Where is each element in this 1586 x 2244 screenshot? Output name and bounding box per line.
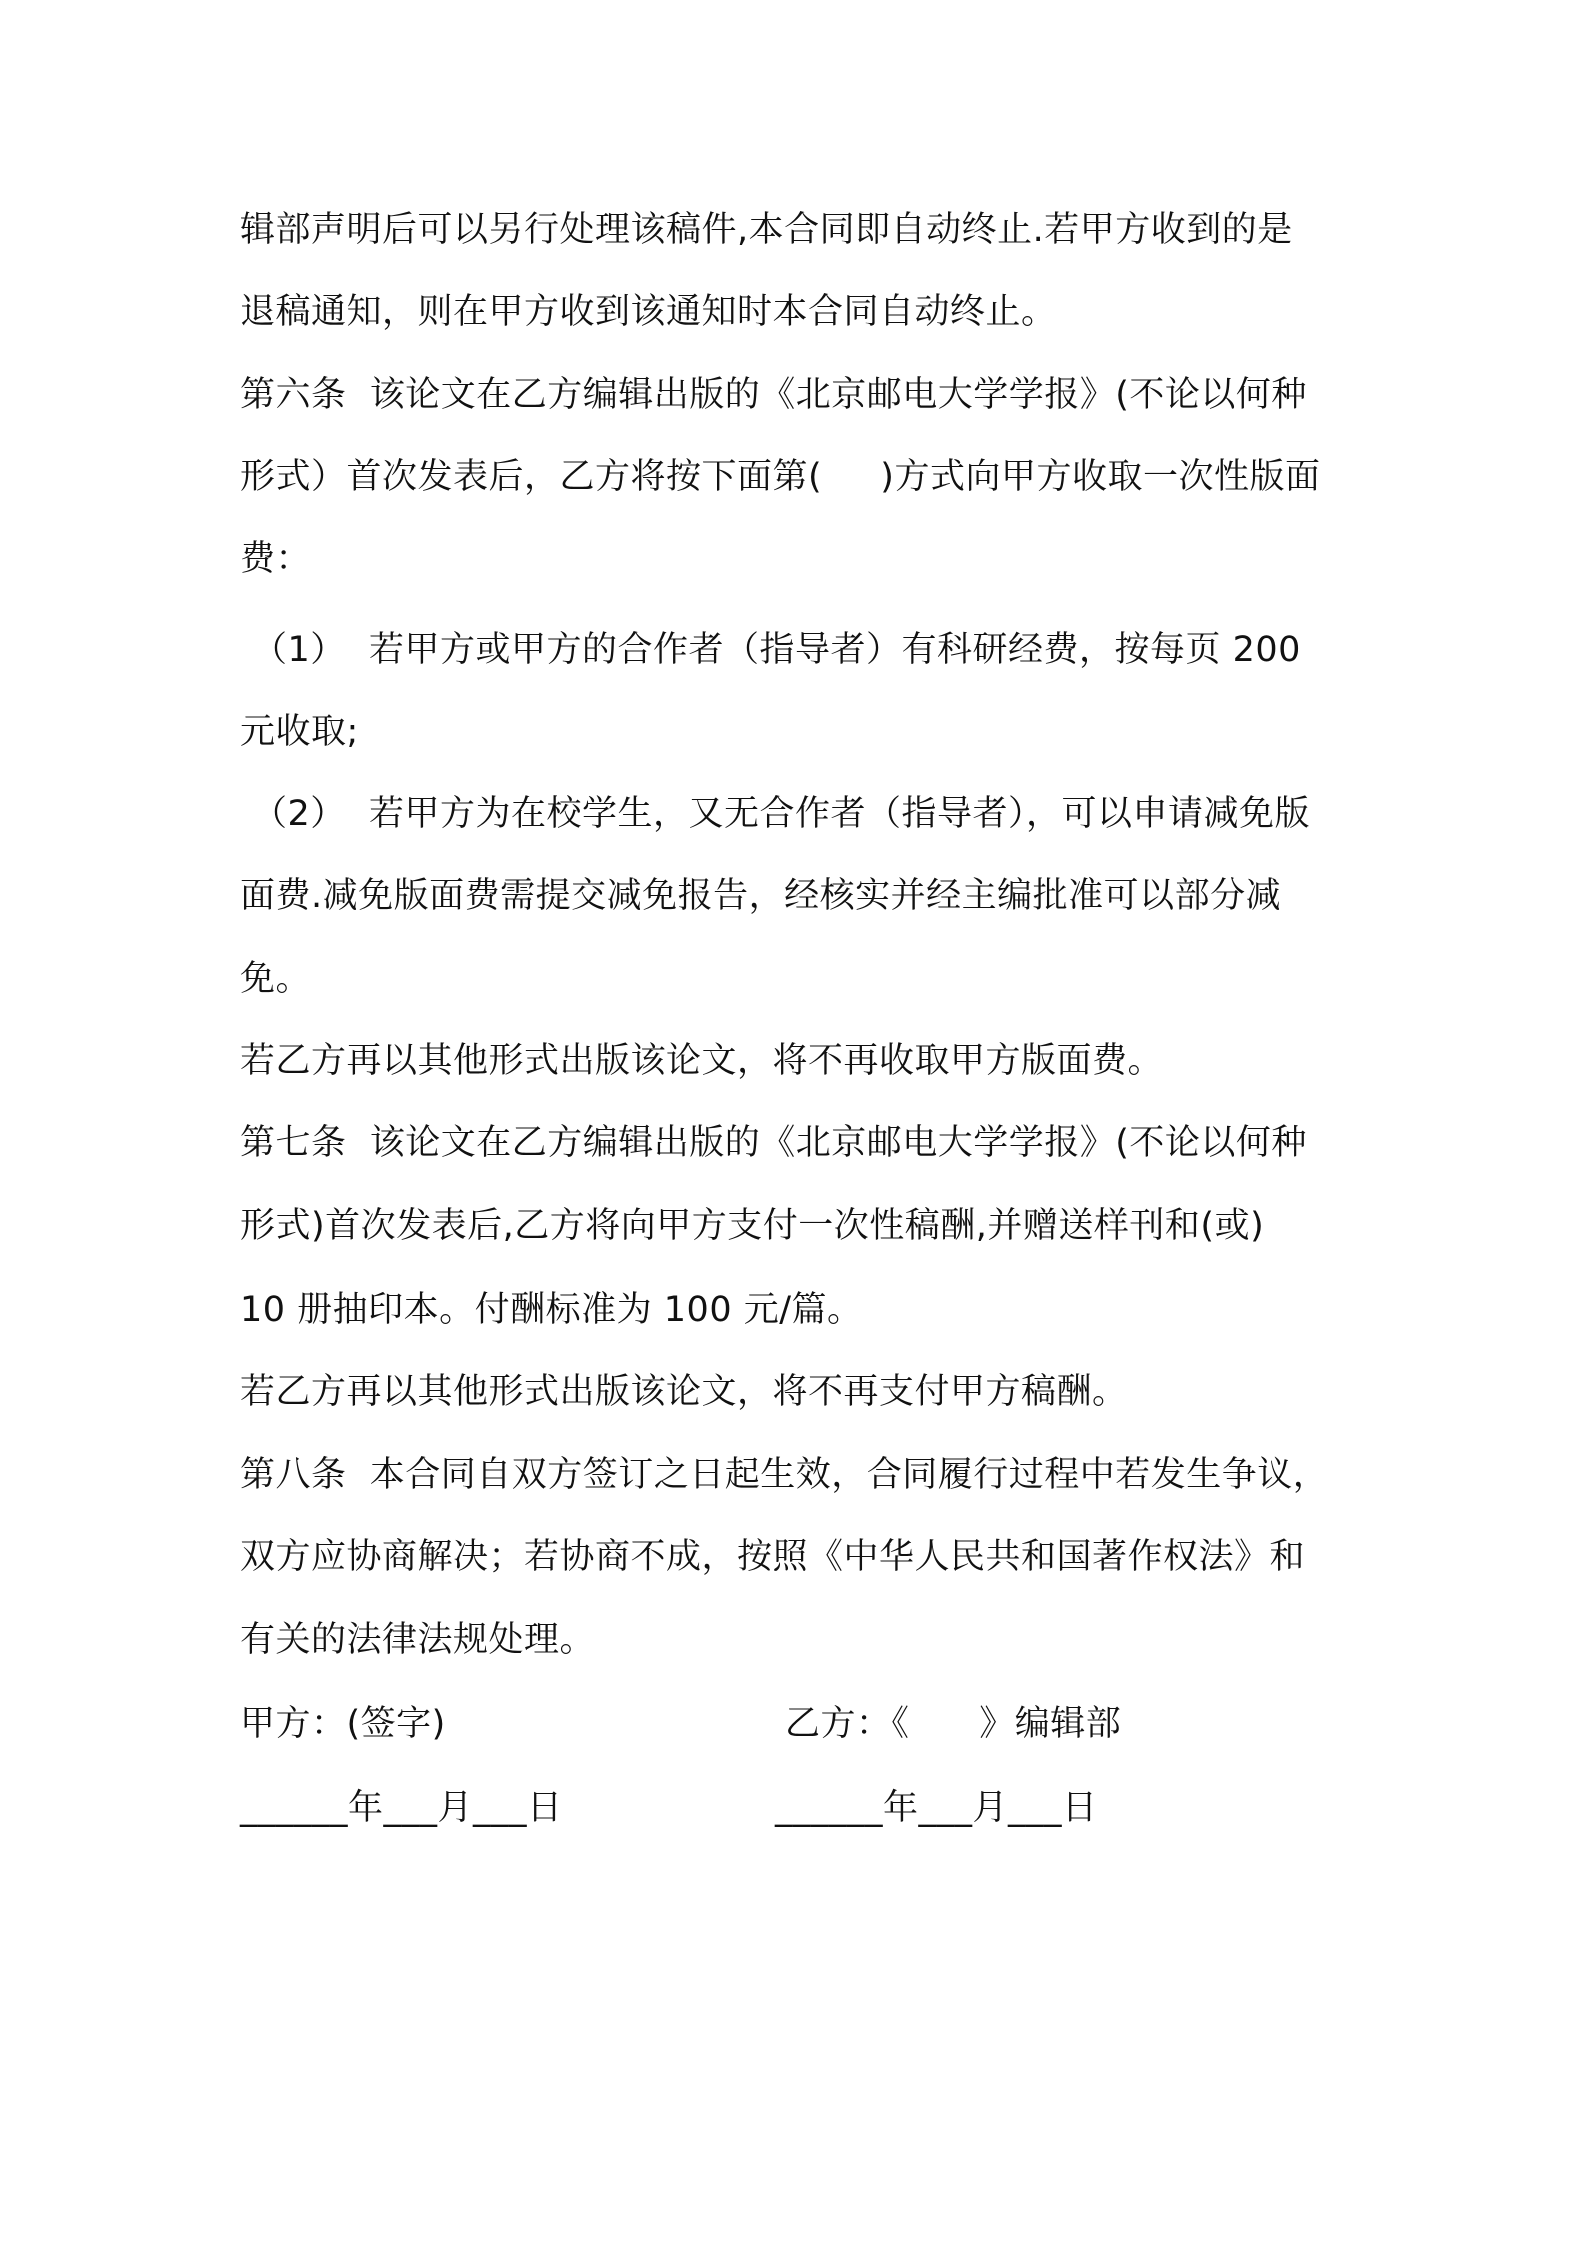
paragraph-line: 费： (240, 539, 312, 579)
paragraph-line: 辑部声明后可以另行处理该稿件,本合同即自动终止.若甲方收到的是 (240, 210, 1293, 250)
article-6-line: 第六条 该论文在乙方编辑出版的《北京邮电大学学报》(不论以何种 (240, 375, 1307, 415)
article-8-line: 第八条 本合同自双方签订之日起生效，合同履行过程中若发生争议， (240, 1455, 1329, 1495)
party-a-signature-label: 甲方：(签字) (240, 1704, 446, 1744)
clause-2-line: （2） 若甲方为在校学生，又无合作者（指导者），可以申请减免版 (252, 794, 1311, 834)
party-b-date-field: ______年___月___日 (775, 1788, 1098, 1828)
paragraph-line: 双方应协商解决；若协商不成，按照《中华人民共和国著作权法》和 (240, 1537, 1306, 1577)
paragraph-line: 若乙方再以其他形式出版该论文，将不再收取甲方版面费。 (240, 1041, 1164, 1081)
paragraph-line: 10 册抽印本。付酬标准为 100 元/篇。 (240, 1290, 863, 1330)
paragraph-line: 若乙方再以其他形式出版该论文，将不再支付甲方稿酬。 (240, 1372, 1128, 1412)
paragraph-line: 面费.减免版面费需提交减免报告，经核实并经主编批准可以部分减 (240, 876, 1282, 916)
party-a-date-field: ______年___月___日 (240, 1788, 563, 1828)
clause-1-line: （1） 若甲方或甲方的合作者（指导者）有科研经费，按每页 200 (252, 630, 1301, 670)
paragraph-line: 形式)首次发表后,乙方将向甲方支付一次性稿酬,并赠送样刊和(或) (240, 1206, 1265, 1246)
paragraph-line: 有关的法律法规处理。 (240, 1620, 596, 1660)
paragraph-line: 免。 (240, 959, 312, 999)
party-b-signature-label: 乙方：《 》编辑部 (785, 1704, 1122, 1744)
paragraph-line: 元收取; (240, 712, 359, 752)
article-7-line: 第七条 该论文在乙方编辑出版的《北京邮电大学学报》(不论以何种 (240, 1123, 1307, 1163)
paragraph-line: 形式）首次发表后，乙方将按下面第( )方式向甲方收取一次性版面 (240, 457, 1321, 497)
paragraph-line: 退稿通知，则在甲方收到该通知时本合同自动终止。 (240, 292, 1057, 332)
